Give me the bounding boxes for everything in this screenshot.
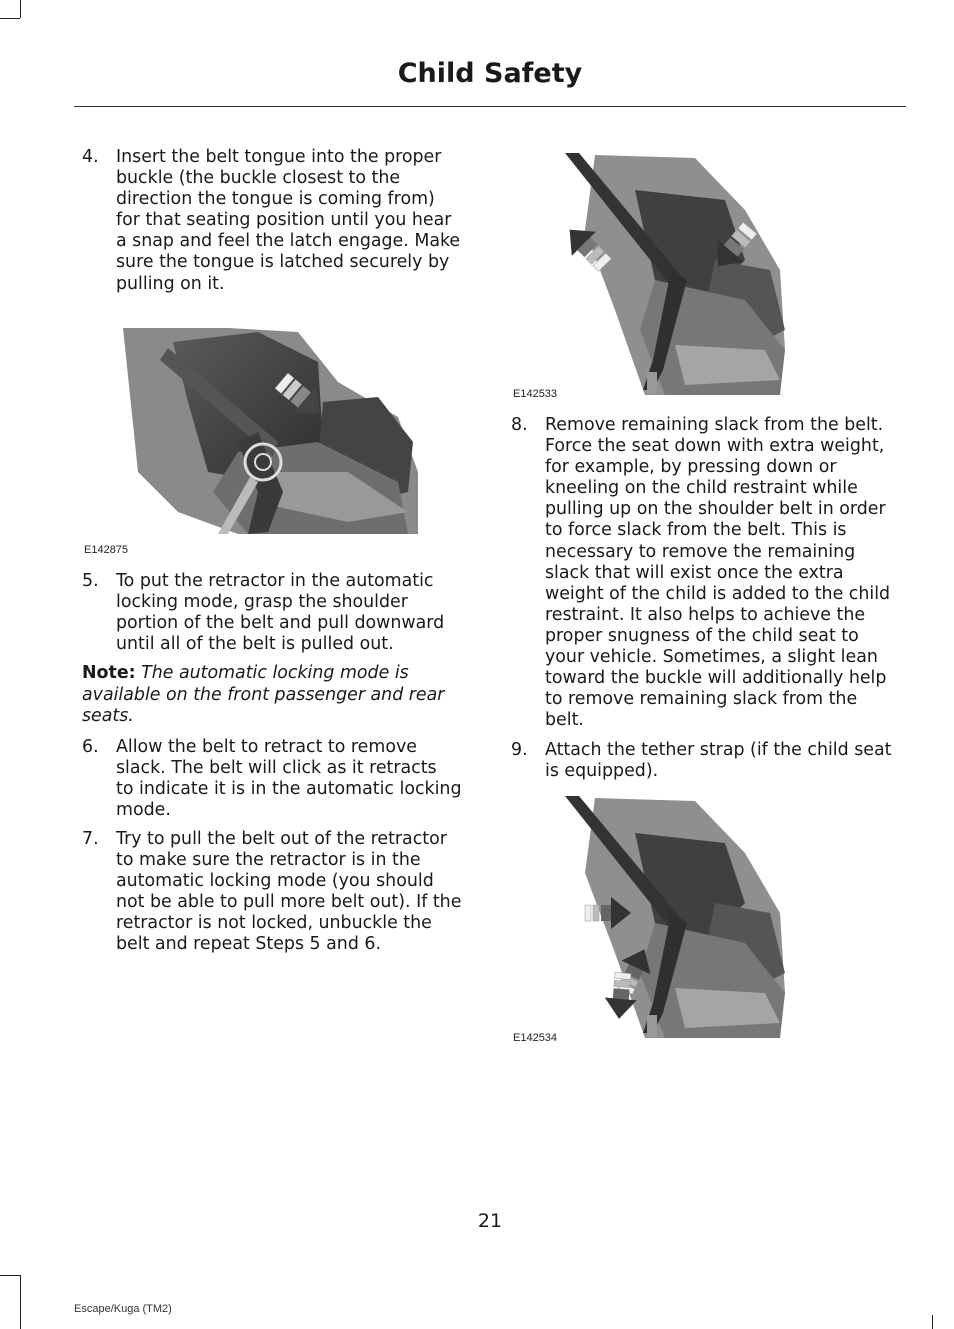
text-line: restraint. It also helps to achieve the bbox=[545, 604, 866, 625]
text-line: slack. The belt will click as it retracts bbox=[116, 758, 437, 779]
text-line: Remove remaining slack from the belt. bbox=[545, 415, 884, 435]
step-text bbox=[545, 740, 891, 782]
text-line: for example, by pressing down or bbox=[545, 457, 837, 478]
text-line: toward the buckle will additionally help bbox=[545, 668, 887, 689]
crop-mark bbox=[0, 18, 20, 19]
crop-mark bbox=[20, 1275, 21, 1329]
text-line: kneeling on the child restraint while bbox=[545, 478, 858, 499]
text-line: not be able to pull more belt out). If the bbox=[116, 892, 462, 913]
figure-code: E142534 bbox=[513, 1032, 558, 1044]
text-line: Allow the belt to retract to remove bbox=[116, 737, 417, 757]
text-line: buckle (the buckle closest to the bbox=[116, 168, 401, 189]
note bbox=[82, 663, 474, 728]
text-line: for that seating position until you hear bbox=[116, 210, 452, 231]
text-line: proper snugness of the child seat to bbox=[545, 625, 859, 646]
text-line: to indicate it is in the automatic locking bbox=[116, 779, 462, 800]
text-line: locking mode, grasp the shoulder bbox=[116, 592, 408, 613]
text-line: to remove remaining slack from the bbox=[545, 689, 858, 710]
text-line: Attach the tether strap (if the child seat bbox=[545, 740, 892, 760]
text-line: to force slack from the belt. This is bbox=[545, 520, 847, 541]
text-line: seats. bbox=[82, 706, 134, 727]
step-text bbox=[545, 415, 890, 731]
text-line: direction the tongue is coming from) bbox=[116, 189, 435, 210]
text-line: Insert the belt tongue into the proper bbox=[116, 147, 442, 167]
step-number: 5. bbox=[82, 571, 99, 591]
text-line: mode. bbox=[116, 800, 171, 821]
text-line: is equipped). bbox=[545, 761, 659, 782]
text-line: to make sure the retractor is in the bbox=[116, 850, 421, 871]
step-number: 7. bbox=[82, 829, 99, 849]
step-number: 4. bbox=[82, 147, 99, 167]
text-line: belt and repeat Steps 5 and 6. bbox=[116, 934, 381, 955]
text-line: necessary to remove the remaining bbox=[545, 541, 856, 562]
note-label: Note: bbox=[82, 663, 136, 683]
crop-mark bbox=[0, 1275, 20, 1276]
figure-tether-strap bbox=[545, 793, 790, 1043]
crop-mark bbox=[20, 0, 21, 18]
crop-mark bbox=[932, 1315, 933, 1329]
step-number: 8. bbox=[511, 415, 528, 435]
step-text bbox=[116, 737, 462, 821]
text-line: Try to pull the belt out of the retractor bbox=[116, 829, 447, 849]
text-line: automatic locking mode (you should bbox=[116, 871, 434, 892]
text-line: retractor is not locked, unbuckle the bbox=[116, 913, 432, 934]
text-line: weight of the child is added to the child bbox=[545, 583, 891, 604]
text-line: Force the seat down with extra weight, bbox=[545, 436, 885, 457]
text-line: a snap and feel the latch engage. Make bbox=[116, 231, 461, 252]
figure-code: E142875 bbox=[84, 544, 129, 556]
text-line: pulling on it. bbox=[116, 273, 225, 294]
page-number: 21 bbox=[477, 1210, 503, 1232]
text-line: belt. bbox=[545, 710, 584, 731]
text-line: sure the tongue is latched securely by bbox=[116, 252, 450, 273]
figure-remove-slack bbox=[545, 150, 790, 398]
step-text bbox=[116, 147, 460, 295]
text-line: available on the front passenger and rear bbox=[82, 684, 445, 705]
page-title: Child Safety bbox=[397, 58, 583, 89]
text-line: your vehicle. Sometimes, a slight lean bbox=[545, 647, 878, 668]
figure-code: E142533 bbox=[513, 388, 558, 400]
text-line: until all of the belt is pulled out. bbox=[116, 634, 394, 655]
step-text bbox=[116, 829, 461, 956]
step-text bbox=[116, 571, 444, 655]
step-number: 6. bbox=[82, 737, 99, 757]
footer-model: Escape/Kuga (TM2) bbox=[74, 1303, 172, 1315]
step-number: 9. bbox=[511, 740, 528, 760]
title-rule bbox=[74, 106, 906, 107]
text-line: portion of the belt and pull downward bbox=[116, 613, 445, 634]
text-line: To put the retractor in the automatic bbox=[116, 571, 434, 591]
figure-buckle-insertion bbox=[118, 322, 418, 540]
text-line: pulling up on the shoulder belt in order bbox=[545, 499, 886, 520]
text-line: slack that will exist once the extra bbox=[545, 562, 844, 583]
text-line: The automatic locking mode is bbox=[141, 663, 409, 683]
